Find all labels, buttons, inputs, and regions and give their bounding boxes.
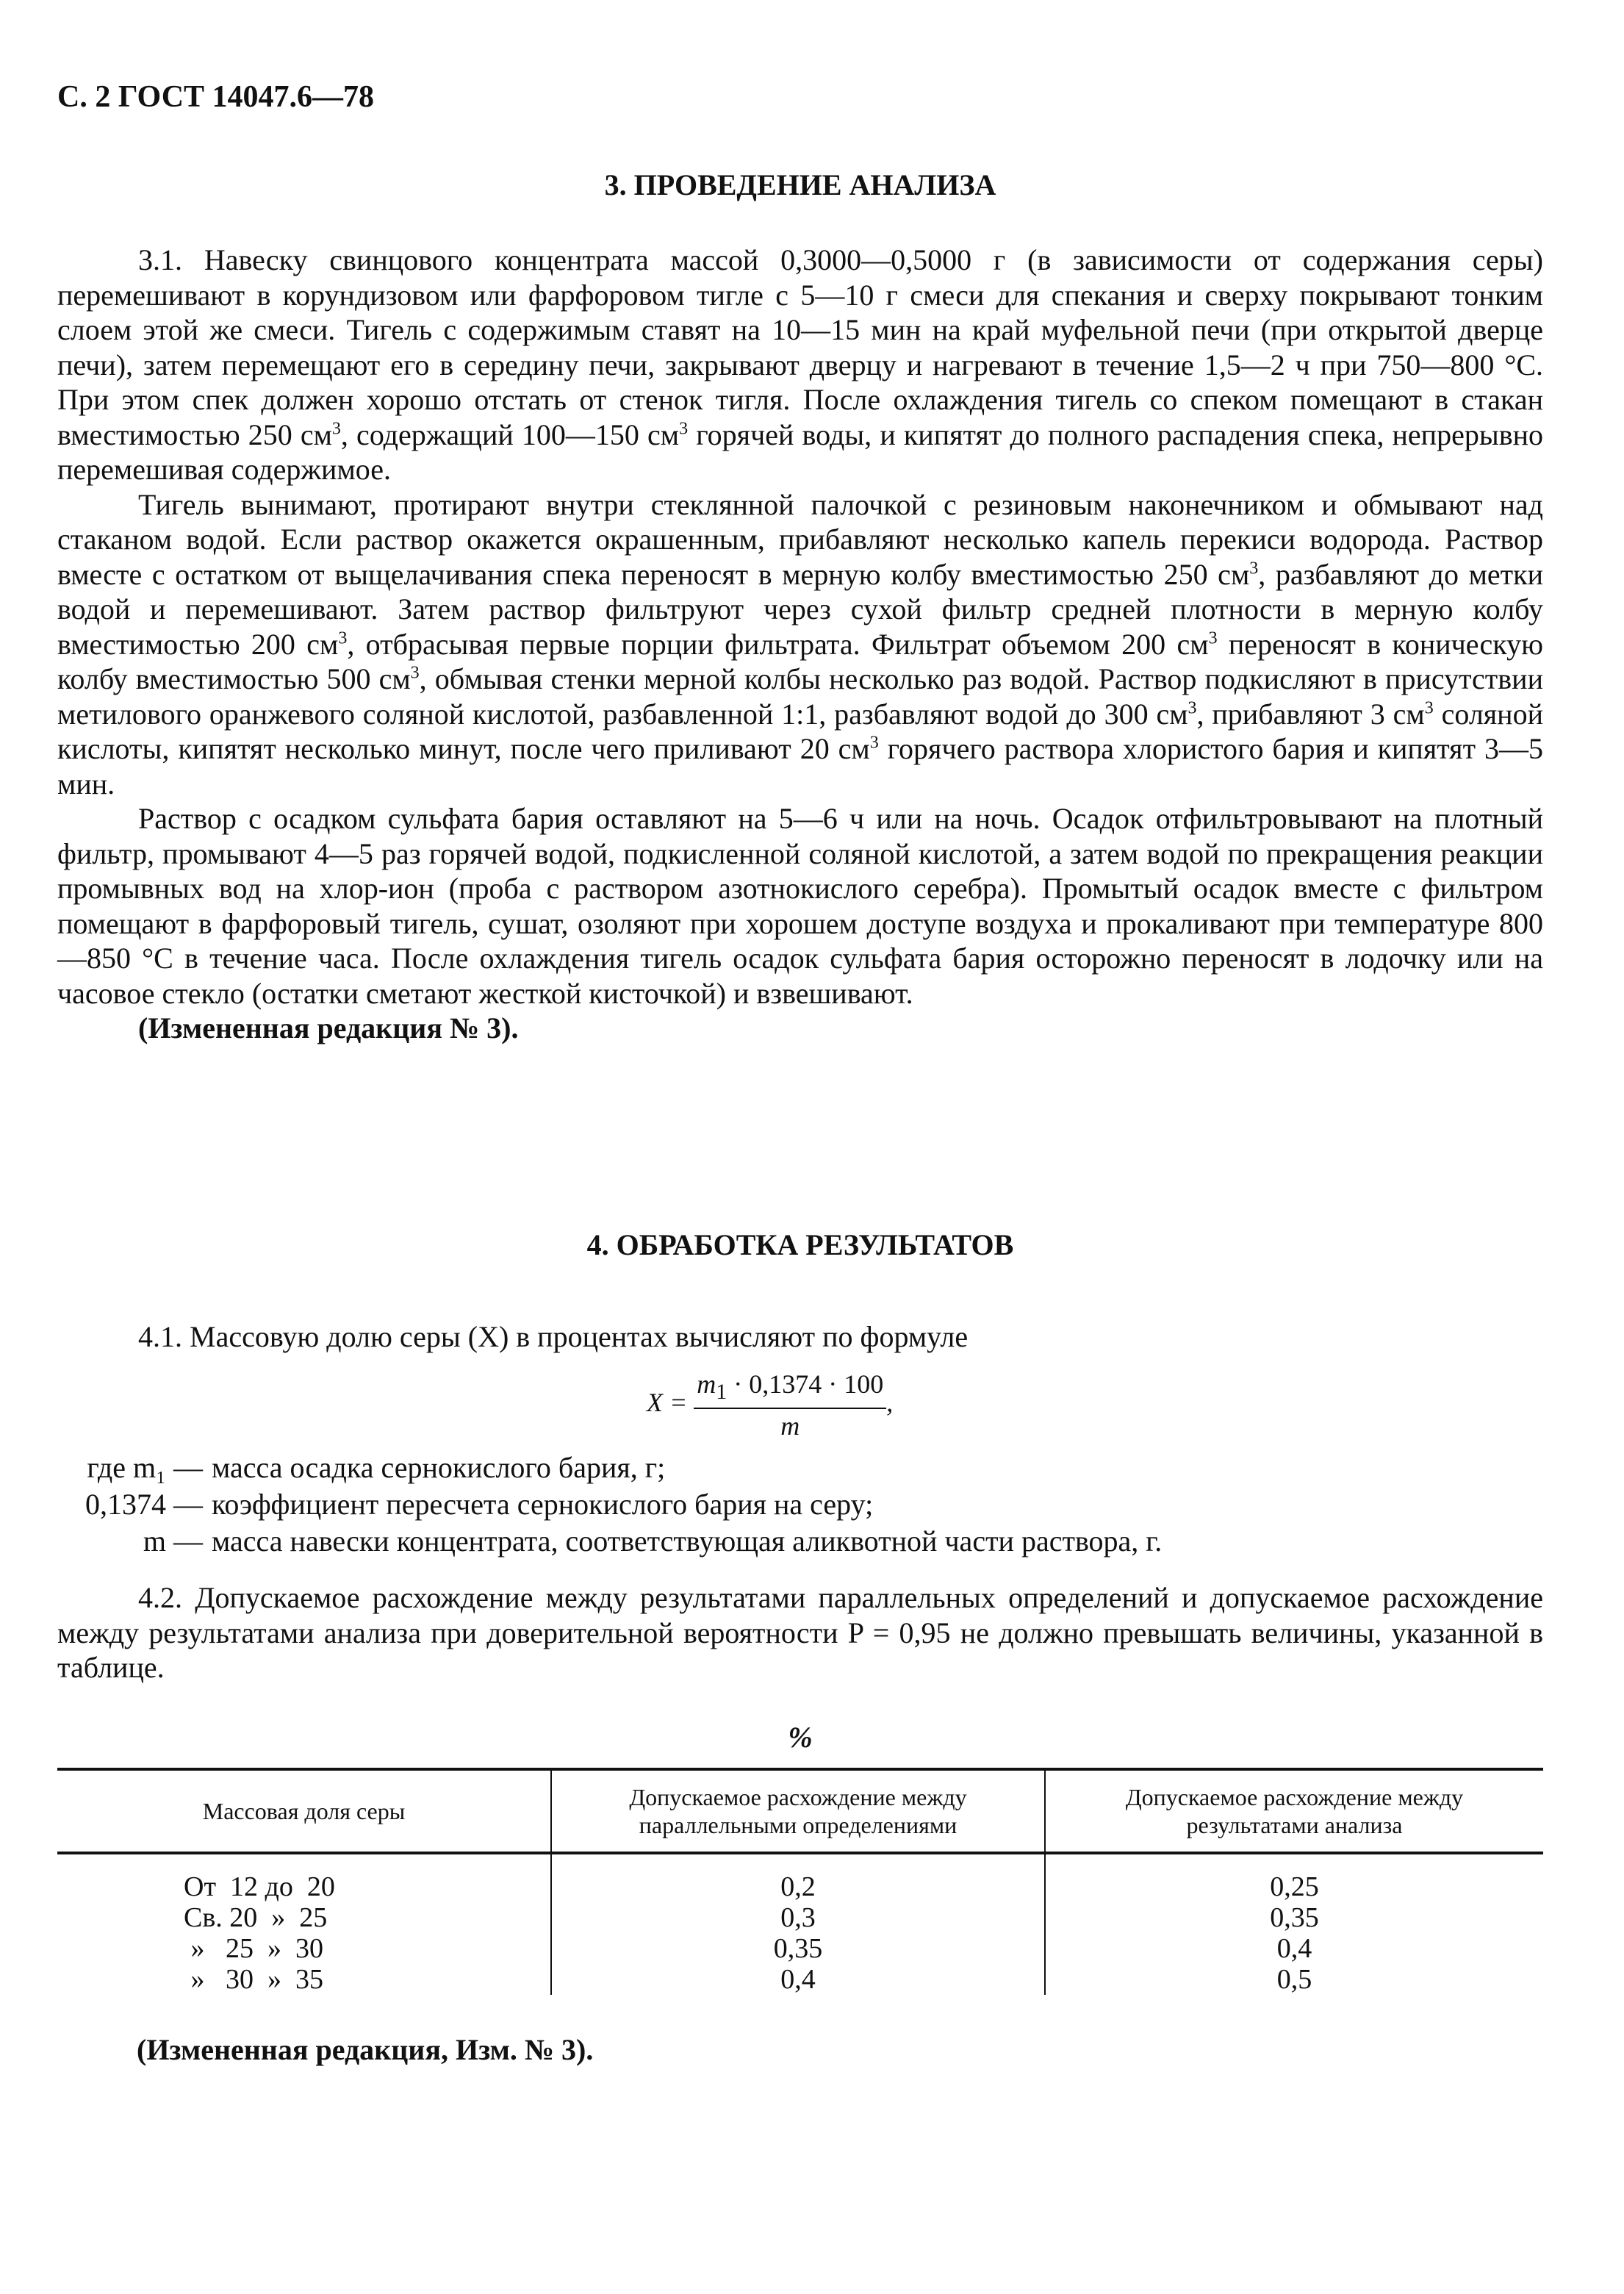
column-header: Допускаемое расхождение между параллельными определениями xyxy=(551,1769,1045,1853)
tolerance-table xyxy=(57,1768,1543,1995)
table-row: Св. 20 » 25 0,3 0,35 xyxy=(57,1902,1543,1933)
column-header: Допускаемое расхождение между результатами анализа xyxy=(1045,1769,1543,1853)
table-row: От 12 до 20 0,2 0,25 xyxy=(57,1853,1543,1902)
page-header: С. 2 ГОСТ 14047.6—78 xyxy=(57,80,375,114)
definition-item: m — масса навески концентрата, соответствующая аликвотной части раствора, г. xyxy=(143,1524,1163,1558)
table-row: » 25 » 30 0,35 0,4 xyxy=(57,1933,1543,1964)
table-unit: % xyxy=(788,1721,813,1754)
fraction: $\frac{m_1 \cdot 0,1374 \cdot 100}{m}$ xyxy=(694,1369,886,1441)
amendment-note-3: (Измененная редакция № 3). xyxy=(138,1011,519,1044)
paragraph-4-2: 4.2. Допускаемое расхождение между результатами параллельных определений и допускаемое расхождение между результатами анализа при доверительной вероятности P = 0,95 не должно превышать величины, указанной в таблице. xyxy=(57,1581,1543,1684)
table-row: » 30 » 35 0,4 0,5 xyxy=(57,1964,1543,1995)
formula-definitions xyxy=(57,1449,1162,1560)
paragraph-4-1: 4.1. Массовую долю серы (X) в процентах вычисляют по формуле xyxy=(138,1320,969,1353)
definition-item: 0,1374 — коэффициент пересчета сернокислого бария на серу; xyxy=(85,1488,874,1521)
section-4-title: 4. ОБРАБОТКА РЕЗУЛЬТАТОВ xyxy=(586,1228,1014,1261)
column-header: Массовая доля серы xyxy=(57,1769,551,1853)
definition-item: где m₁ — масса осадка сернокислого бария, г; xyxy=(87,1451,666,1484)
formula: X = $\frac{m_1 \cdot 0,1374 \cdot 100}{m}$ , xyxy=(647,1369,894,1441)
amendment-note-4: (Измененная редакция, Изм. № 3). xyxy=(137,2033,594,2066)
paragraph-3-3: Раствор с осадком сульфата бария оставляют на 5—6 ч или на ночь. Осадок отфильтровывают на плотный фильтр, промывают 4—5 раз горячей водой, подкисленной соляной кислотой, а затем водой по прекращения реакции промывных вод на хлор-ион (проба с раствором азотнокислого серебра). Промытый осадок вместе с фильтром помещают в фарфоровый тигель, сушат, озоляют при хорошем доступе воздуха и прокаливают при температуре 800—850 °С в течение часа. После охлаждения тигель осадок сульфата бария осторожно переносят в лодочку или на часовое стекло (остатки сметают жесткой кисточкой) и взвешивают. xyxy=(57,802,1543,1010)
paragraph-3-2: Тигель вынимают, протирают внутри стеклянной палочкой с резиновым наконечником и обмывают над стаканом водой. Если раствор окажется окрашенным, прибавляют несколько капель перекиси водорода. Раствор вместе с остатком от выщелачивания спека переносят в мерную колбу вместимостью 250 $см^3$, разбавляют до метки водой и перемешивают. Затем раствор фильтруют через сухой фильтр средней плотности в мерную колбу вместимостью 200 $см^3$, отбрасывая первые порции фильтрата. Фильтрат объемом 200 $см^3$ переносят в коническую колбу вместимостью 500 $см^3$, обмывая стенки мерной колбы несколько раз водой. Раствор подкисляют в присутствии метилового оранжевого соляной кислотой, разбавленной 1:1, разбавляют водой до 300 $см^3$, прибавляют 3 $см^3$ соляной кислоты, кипятят несколько минут, после чего приливают 20 $см^3$ горячего раствора хлористого бария и кипятят 3—5 мин. xyxy=(57,487,1544,800)
section-3-title: 3. ПРОВЕДЕНИЕ АНАЛИЗА xyxy=(604,168,996,201)
section-3-body xyxy=(57,243,1543,1046)
table-header-row xyxy=(57,1769,1543,1853)
paragraph-3-1: 3.1. Навеску свинцового концентрата массой 0,3000—0,5000 г (в зависимости от содержания серы) перемешивают в корундизовом или фарфоровом тигле с 5—10 г смеси для спекания и сверху покрывают тонким слоем этой же смеси. Тигель с содержимым ставят на 10—15 мин на край муфельной печи (при открытой дверце печи), затем перемещают его в середину печи, закрывают дверцу и нагревают в течение 1,5—2 ч при 750—800 °С. При этом спек должен хорошо отстать от стенок тигля. После охлаждения тигель со спеком помещают в стакан вместимостью 250 $см^3$, содержащий 100—150 $см^3$ горячей воды, и кипятят до полного распадения спека, непрерывно перемешивая содержимое. xyxy=(57,243,1544,486)
